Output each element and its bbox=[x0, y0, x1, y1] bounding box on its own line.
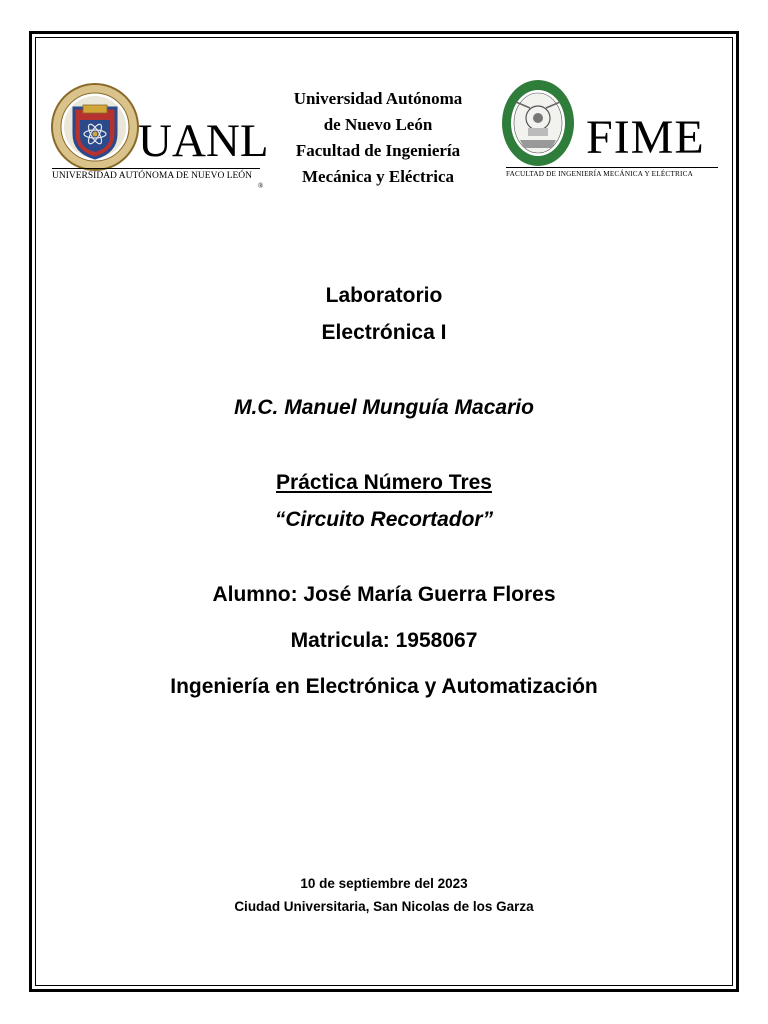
institution-line: Universidad Autónoma bbox=[293, 89, 463, 108]
practice-title: Práctica Número Tres bbox=[276, 471, 492, 494]
fime-wordmark: FIME bbox=[586, 111, 705, 164]
fime-subtitle: FACULTAD DE INGENIERÍA MECÁNICA Y ELÉCTRICA bbox=[506, 170, 693, 178]
lab-heading: Laboratorio bbox=[325, 284, 443, 307]
institution-line: Facultad de Ingeniería bbox=[295, 141, 461, 160]
degree-program: Ingeniería en Electrónica y Automatización bbox=[170, 675, 598, 698]
document-location: Ciudad Universitaria, San Nicolas de los Garza bbox=[234, 899, 534, 914]
uanl-subtitle: UNIVERSIDAD AUTÓNOMA DE NUEVO LEÓN bbox=[52, 171, 253, 181]
institution-line: Mecánica y Eléctrica bbox=[302, 167, 454, 186]
student-name: Alumno: José María Guerra Flores bbox=[212, 583, 556, 606]
registered-mark: ® bbox=[258, 182, 264, 190]
course-title: Electrónica I bbox=[321, 321, 447, 344]
professor-name: M.C. Manuel Munguía Macario bbox=[234, 396, 534, 419]
institution-name bbox=[270, 86, 486, 190]
institution-line: de Nuevo León bbox=[323, 115, 433, 134]
uanl-seal-icon bbox=[50, 82, 140, 172]
uanl-divider bbox=[52, 168, 260, 169]
practice-name: “Circuito Recortador” bbox=[274, 508, 494, 531]
fime-seal-icon bbox=[500, 78, 576, 168]
document-date: 10 de septiembre del 2023 bbox=[300, 876, 468, 891]
uanl-wordmark: UANL bbox=[138, 115, 269, 167]
enrollment-number: Matricula: 1958067 bbox=[290, 629, 478, 652]
fime-divider bbox=[506, 167, 718, 168]
